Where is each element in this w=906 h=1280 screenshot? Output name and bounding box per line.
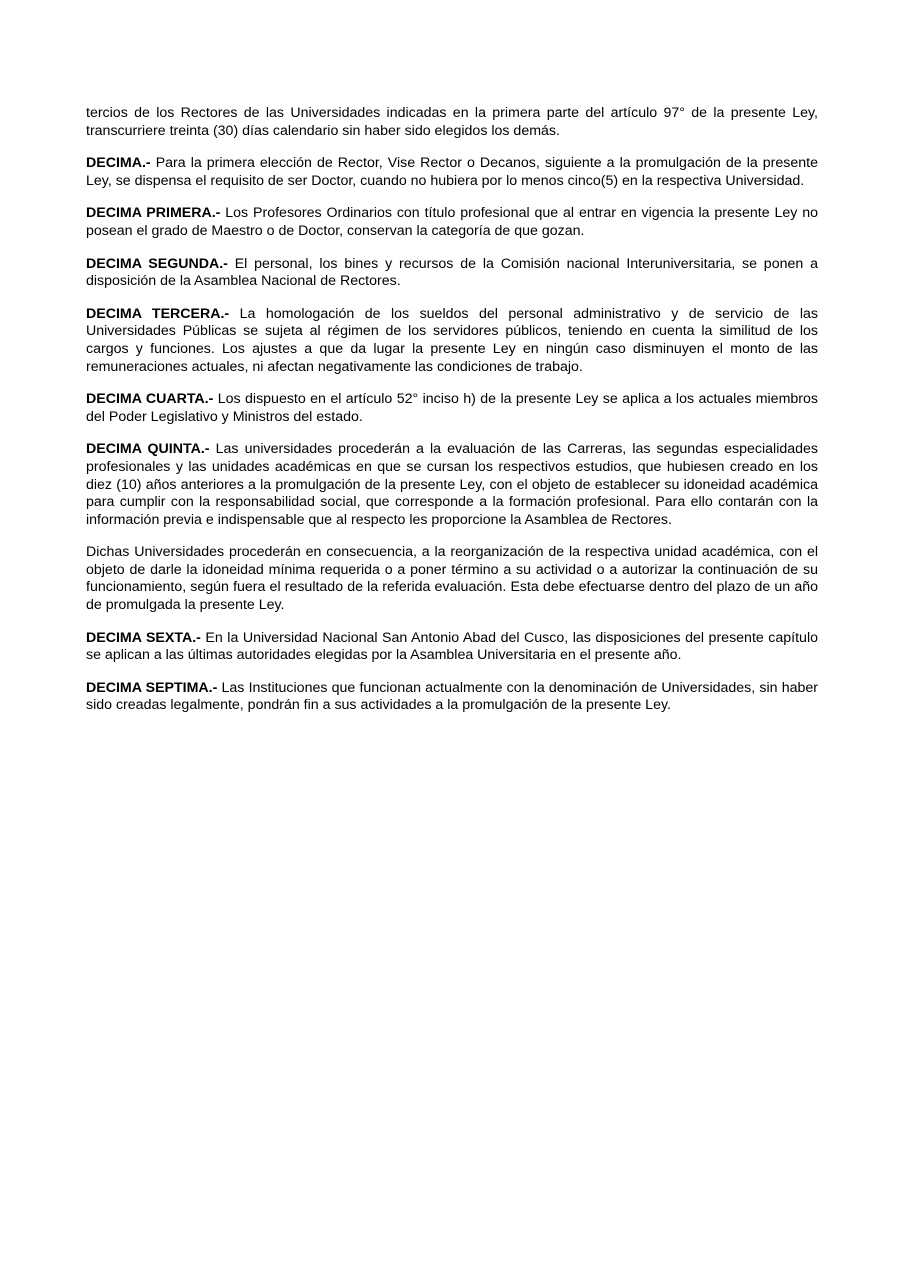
paragraph-heading: DECIMA SEGUNDA.- [86, 255, 228, 272]
paragraph-decima-cuarta [86, 391, 818, 426]
paragraph-heading: DECIMA QUINTA.- [86, 441, 210, 458]
paragraph-decima-septima [86, 680, 818, 715]
paragraph-heading: DECIMA SEPTIMA.- [86, 679, 218, 696]
paragraph-continuation [86, 105, 818, 140]
paragraph-decima-primera [86, 205, 818, 240]
paragraph-decima-tercera [86, 306, 818, 376]
paragraph-text: Las Instituciones que funcionan actualmente con la denominación de Universidades, sin haber sido creadas legalmente, pondrán fin a sus actividades a la promulgación de la presente Ley. [86, 679, 818, 714]
paragraph-decima-quinta-continuation [86, 544, 818, 614]
paragraph-text: En la Universidad Nacional San Antonio Abad del Cusco, las disposiciones del presente capítulo se aplican a las últimas autoridades elegidas por la Asamblea Universitaria en el presente año. [86, 629, 818, 664]
paragraph-text: Los Profesores Ordinarios con título profesional que al entrar en vigencia la presente Ley no posean el grado de Maestro o de Doctor, conservan la categoría de que gozan. [86, 205, 818, 239]
paragraph-heading: DECIMA TERCERA.- [86, 305, 230, 322]
paragraph-text: Las universidades procederán a la evaluación de las Carreras, las segundas especialidades profesionales y las unidades académicas en que se cursan los respectivos estudios, que hubiesen creado en los diez (10) años anteriores a la promulgación de la presente Ley, con el objeto de establecer su idoneidad académica para cumplir con la responsabilidad social, que corresponde a la formación profesional. Para ello contarán con la información previa e indispensable que al respecto les proporcione la Asamblea de Rectores. [86, 441, 819, 528]
paragraph-decima-quinta [86, 441, 818, 529]
document-page [86, 105, 818, 730]
paragraph-text: tercios de los Rectores de las Universidades indicadas en la primera parte del artículo 97° de la presente Ley, transcurriere treinta (30) días calendario sin haber sido elegidos los demás. [86, 105, 818, 139]
paragraph-decima-segunda [86, 256, 818, 291]
paragraph-decima-sexta [86, 630, 818, 665]
paragraph-text: Dichas Universidades procederán en consecuencia, a la reorganización de la respectiva unidad académica, con el objeto de darle la idoneidad mínima requerida o a poner término a su actividad o a autorizar la continuación de su funcionamiento, según fuera el resultado de la referida evaluación. Esta debe efectuarse dentro del plazo de un año de promulgada la presente Ley. [86, 544, 818, 614]
paragraph-heading: DECIMA PRIMERA.- [86, 205, 221, 222]
paragraph-text: Los dispuesto en el artículo 52° inciso h) de la presente Ley se aplica a los actuales miembros del Poder Legislativo y Ministros del estado. [86, 391, 818, 425]
paragraph-decima [86, 155, 818, 190]
paragraph-heading: DECIMA.- [86, 155, 151, 172]
paragraph-text: Para la primera elección de Rector, Vise Rector o Decanos, siguiente a la promulgación de la presente Ley, se dispensa el requisito de ser Doctor, cuando no hubiera por lo menos cinco(5) en la respectiva Universidad. [86, 155, 818, 189]
paragraph-text: La homologación de los sueldos del personal administrativo y de servicio de las Universidades Públicas se sujeta al régimen de los servidores públicos, teniendo en cuenta la similitud de los cargos y funciones. Los ajustes a que da lugar la presente Ley en ningún caso disminuyen el monto de las remuneraciones actuales, ni afectan negativamente las condiciones de trabajo. [86, 305, 819, 375]
paragraph-text: El personal, los bines y recursos de la Comisión nacional Interuniversitaria, se ponen a disposición de la Asamblea Nacional de Rectores. [86, 255, 818, 290]
paragraph-heading: DECIMA CUARTA.- [86, 391, 214, 408]
paragraph-heading: DECIMA SEXTA.- [86, 629, 201, 646]
